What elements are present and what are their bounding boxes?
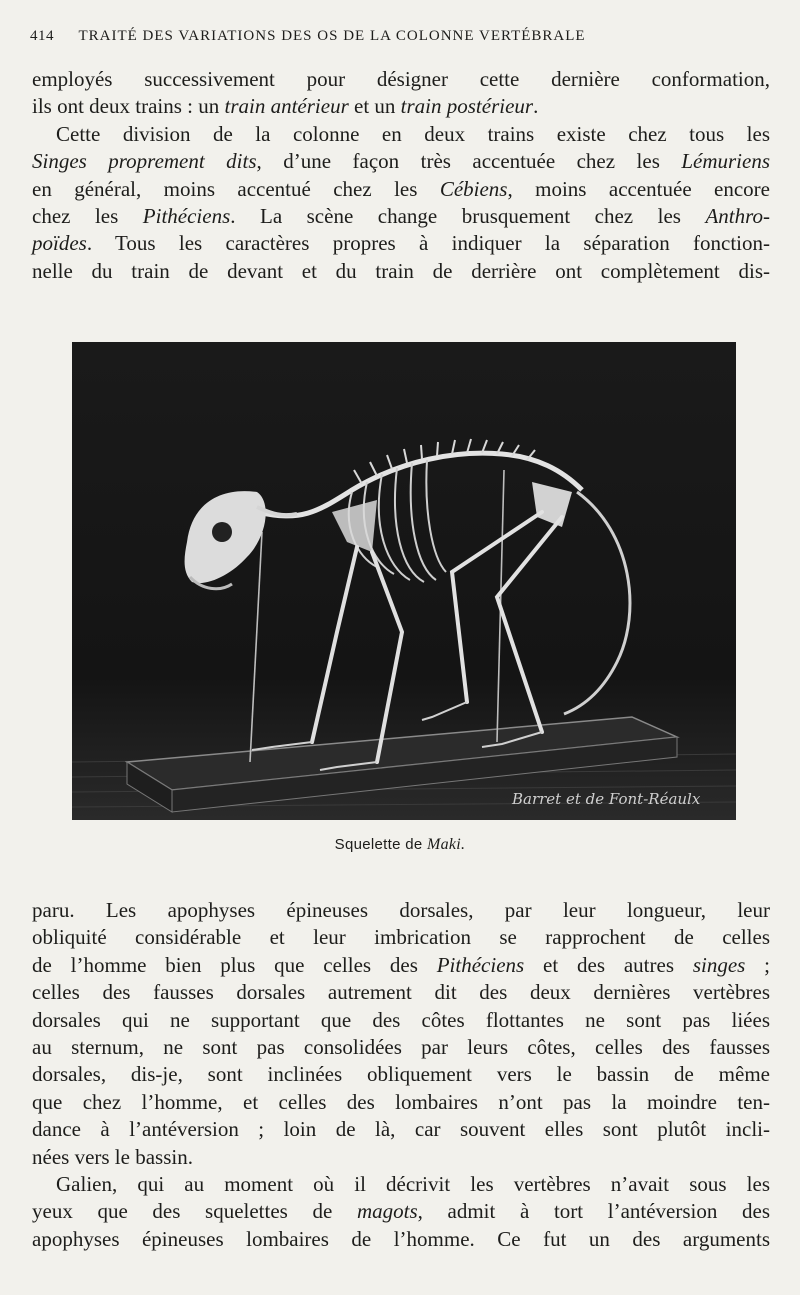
running-header bbox=[30, 28, 770, 45]
skeleton-illustration bbox=[72, 342, 736, 820]
text-line: dorsales qui ne supportant que des côtes flottantes ne sont pas liées bbox=[32, 1007, 770, 1032]
text-line: dance à l’antéversion ; loin de là, car souvent elles sont plutôt incli- bbox=[32, 1117, 770, 1142]
text-line: en général, moins accentué chez les Cébiens, moins accentuée encore bbox=[32, 176, 770, 201]
paragraph-block-top bbox=[32, 66, 770, 285]
text-line: poïdes. Tous les caractères propres à indiquer la séparation fonction- bbox=[32, 231, 770, 256]
text-line: Singes proprement dits, d’une façon très accentuée chez les Lémuriens bbox=[32, 149, 770, 174]
text-line: paru. Les apophyses épineuses dorsales, par leur longueur, leur bbox=[32, 898, 770, 922]
text-line: yeux que des squelettes de magots, admit à tort l’antéversion des bbox=[32, 1199, 770, 1224]
text-line: dorsales, dis-je, sont inclinées obliquement vers le bassin de même bbox=[32, 1062, 770, 1087]
running-title: TRAITÉ DES VARIATIONS DES OS DE LA COLONNE VERTÉBRALE bbox=[78, 28, 586, 44]
text-line: apophyses épineuses lombaires de l’homme. Ce fut un des arguments bbox=[32, 1226, 770, 1251]
text-line: que chez l’homme, et celles des lombaires n’ont pas la moindre ten- bbox=[32, 1089, 770, 1114]
text-line: Cette division de la colonne en deux trains existe chez tous les bbox=[56, 121, 770, 146]
page-number: 414 bbox=[30, 28, 54, 44]
text-line: nées vers le bassin. bbox=[32, 1144, 193, 1169]
text-line: Galien, qui au moment où il décrivit les vertèbres n’avait sous les bbox=[56, 1171, 770, 1196]
text-line: de l’homme bien plus que celles des Pithéciens et des autres singes ; bbox=[32, 952, 770, 977]
caption-italic: Maki. bbox=[426, 836, 466, 853]
text-line: chez les Pithéciens. La scène change brusquement chez les Anthro- bbox=[32, 203, 771, 228]
engraver-signature: Barret et de Font-Réaulx bbox=[512, 790, 701, 808]
text-line: employés successivement pour désigner cette dernière conformation, bbox=[32, 67, 770, 91]
skeleton-engraving bbox=[72, 342, 736, 820]
figure-caption bbox=[0, 836, 800, 854]
text-line: obliquité considérable et leur imbrication se rapprochent de celles bbox=[32, 925, 770, 950]
text-line: nelle du train de devant et du train de derrière ont complètement dis- bbox=[32, 258, 770, 283]
caption-text: Squelette de bbox=[334, 836, 423, 853]
paragraph-block-bottom bbox=[32, 897, 770, 1253]
text-line: ils ont deux trains : un train antérieur et un train postérieur. bbox=[32, 94, 539, 119]
text-line: celles des fausses dorsales autrement dit des deux dernières vertèbres bbox=[32, 980, 770, 1005]
text-line: au sternum, ne sont pas consolidées par leurs côtes, celles des fausses bbox=[32, 1034, 770, 1059]
